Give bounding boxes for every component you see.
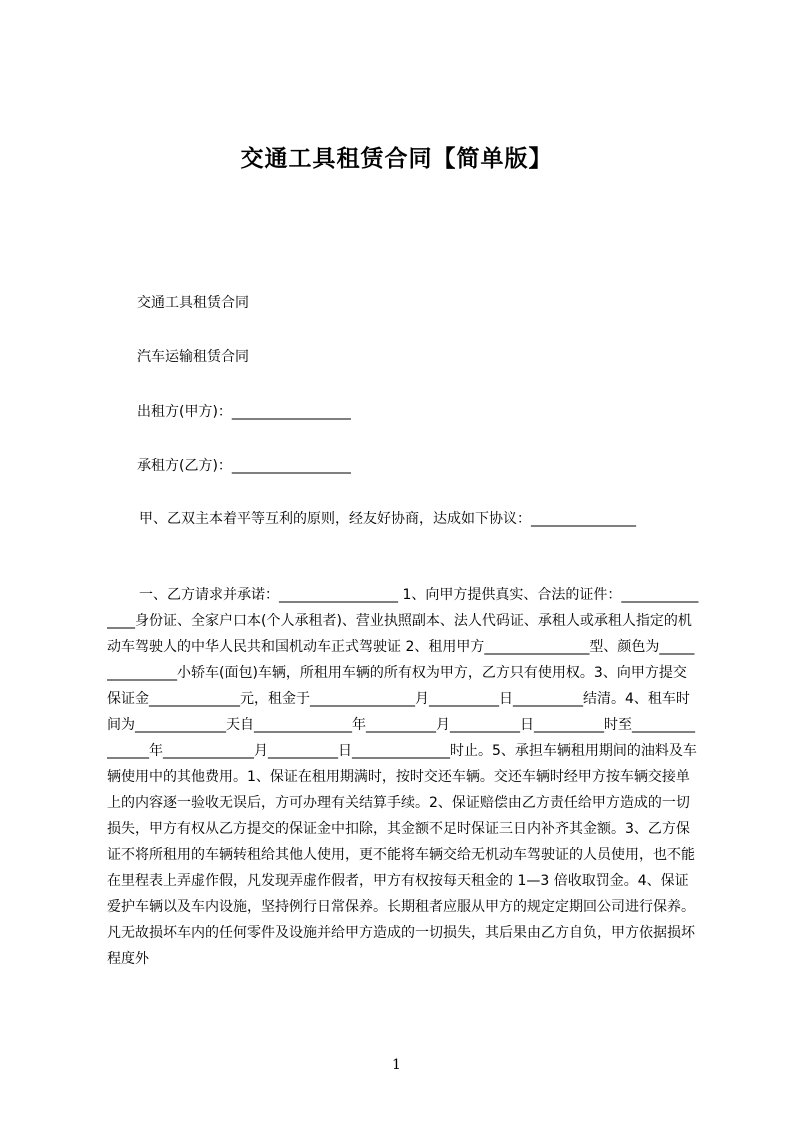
intro-paragraph: 甲、乙双主本着平等互利的原则，经友好协商，达成如下协议：_______________ xyxy=(139,511,636,527)
heading-contract-subname: 汽车运输租赁合同 xyxy=(137,349,249,365)
page-number: 1 xyxy=(392,1057,401,1073)
lessee-line: 承租方(乙方)：_________________ xyxy=(137,458,351,474)
lessor-line: 出租方(甲方)：_________________ xyxy=(137,404,351,420)
body-paragraph: 一、乙方请求并承诺：_________________ 1、向甲方提供真实、合法的证件：_______________身份证、全家户口本(个人承租者)、营业执照副本、法人代码证、承租人或承租人指定的机动车驾驶人的中华人民共和国机动车正式驾驶证 2、租用甲方_______________型、颜色为_______________小轿车(面包)车辆，所租用车辆的所有权为甲方，乙方只有使用权。3、向甲方提交保证金_____________元，租金于_______________月__________日__________结清。4、租车时间为_____________天自______________年__________月__________日__________时至_______________年_____________月__________日______________时止。5、承担车辆租用期间的油料及车辆使用中的其他费用。1、保证在租用期满时，按时交还车辆。交还车辆时经甲方按车辆交接单上的内容逐一验收无误后，方可办理有关结算手续。2、保证赔偿由乙方责任给甲方造成的一切损失，甲方有权从乙方提交的保证金中扣除，其金额不足时保证三日内补齐其金额。3、乙方保证不将所租用的车辆转租给其他人使用，更不能将车辆交给无机动车驾驶证的人员使用，也不能在里程表上弄虚作假，凡发现弄虚作假者，甲方有权按每天租金的 1—3 倍收取罚金。4、保证爱护车辆以及车内设施，坚持例行日常保养。长期租者应服从甲方的规定定期回公司进行保养。凡无故损坏车内的任何零件及设施并给甲方造成的一切损失，其后果由乙方自负，甲方依据损坏程度外 xyxy=(107,587,699,967)
heading-contract-name: 交通工具租赁合同 xyxy=(137,295,249,311)
document-title: 交通工具租赁合同【简单版】 xyxy=(240,146,553,172)
